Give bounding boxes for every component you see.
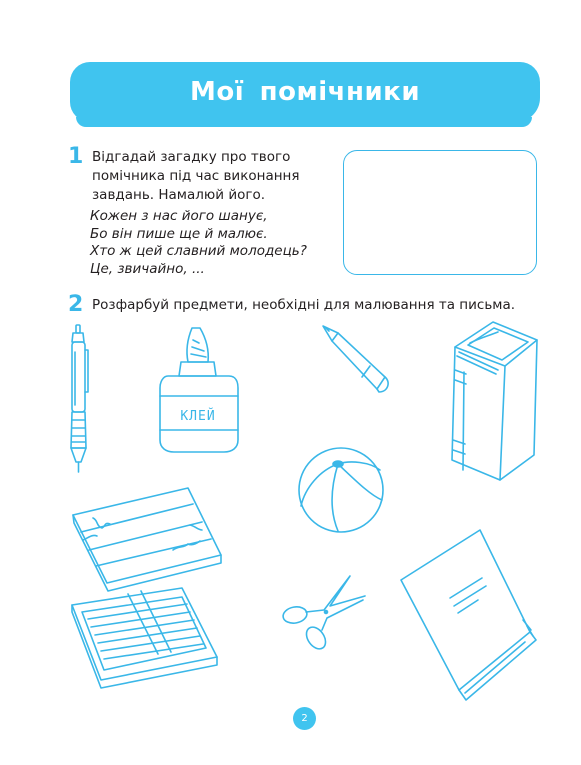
riddle-line: Це, звичайно, ...: [90, 260, 205, 277]
mechanical-pencil-icon[interactable]: [71, 325, 88, 472]
task2-instruction: Розфарбуй предмети, необхідні для малювання та письма.: [92, 297, 516, 313]
page-number: 2: [293, 707, 316, 730]
task-number-2: 2: [68, 292, 84, 317]
riddle-line: Хто ж цей славний молодець?: [90, 243, 307, 259]
pencil-icon[interactable]: [323, 326, 388, 392]
task-number-1: 1: [68, 144, 84, 169]
notebook-icon[interactable]: [401, 530, 536, 700]
ball-icon[interactable]: [299, 448, 383, 532]
paint-box-icon[interactable]: [73, 488, 221, 591]
scissors-icon[interactable]: [282, 576, 365, 652]
glue-bottle-icon[interactable]: [160, 328, 238, 452]
book-icon[interactable]: [452, 322, 537, 480]
task1-instruction: Відгадай загадку про твого помічника під час виконання завдань. Намалюй його.: [92, 149, 300, 203]
colored-pencils-box-icon[interactable]: [72, 588, 217, 688]
glue-label: КЛЕЙ: [180, 409, 216, 424]
riddle-line: Бо він пише ще й малює.: [90, 225, 268, 242]
page-title: Мої помічники: [189, 77, 421, 107]
riddle-line: Кожен з нас його шанує,: [90, 208, 268, 224]
